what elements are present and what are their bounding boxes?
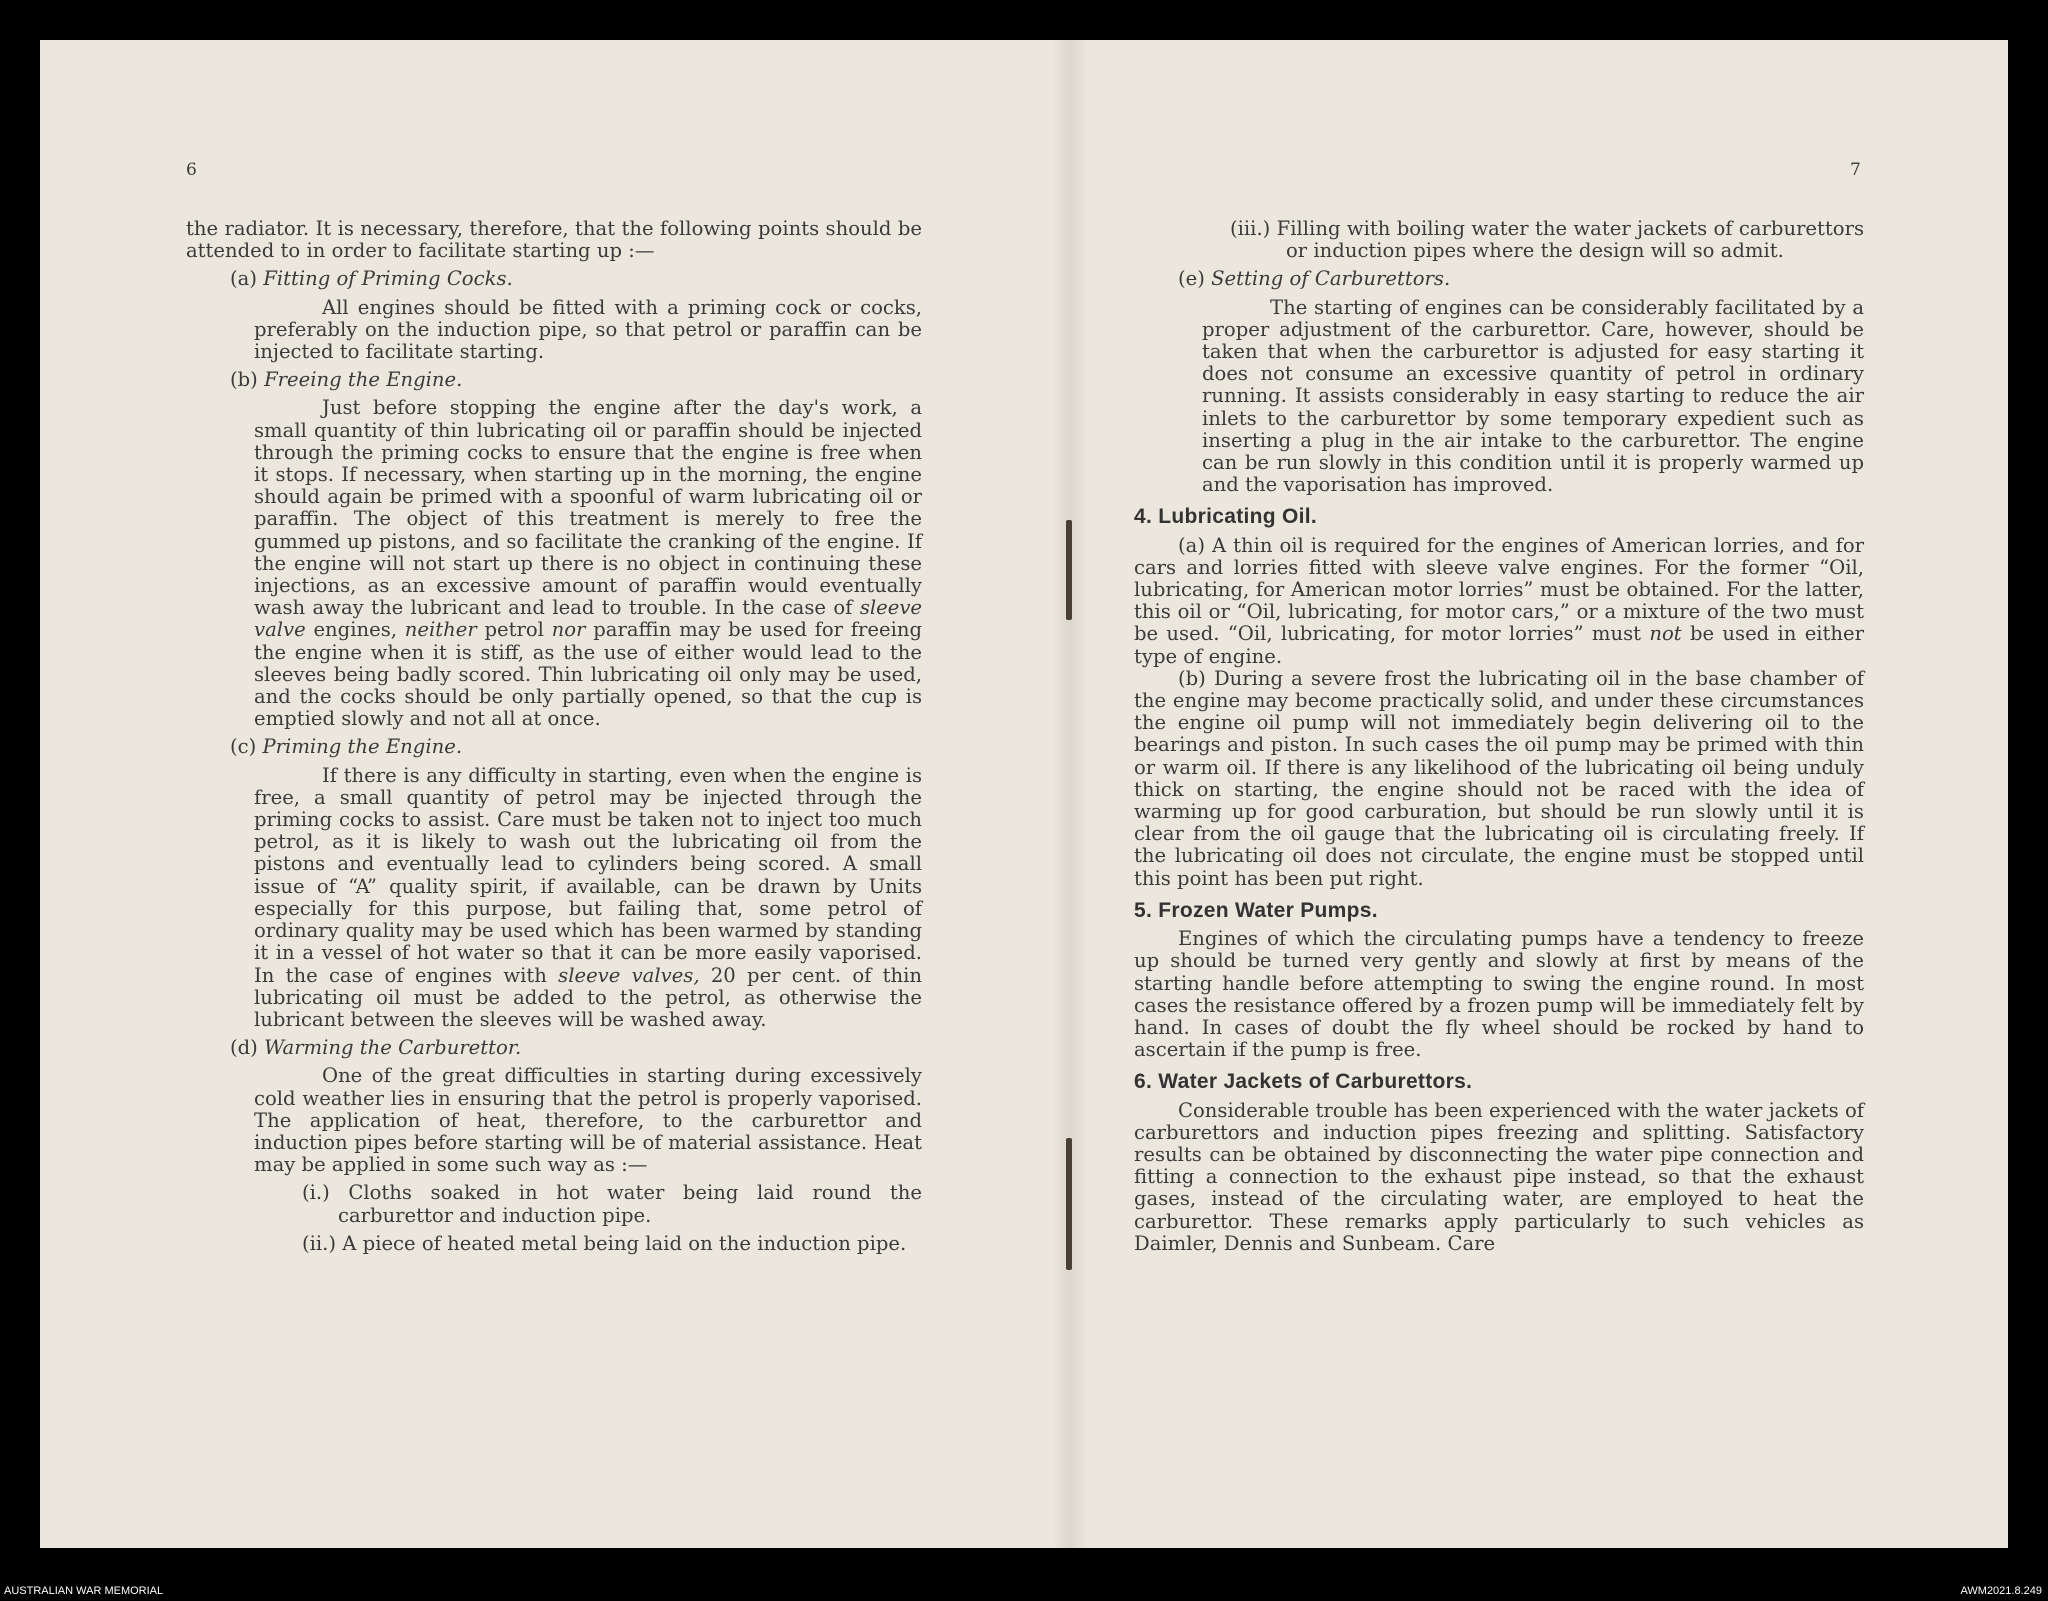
section-b-text-2: engines, <box>313 618 397 642</box>
left-page <box>186 218 922 1255</box>
section-5-body: Engines of which the circulating pumps have a tendency to freeze up should be turned very gently and slowly at first by means of the starting handle before attempting to swing the engine round. In most cases the resistance offered by a frozen pump will be immediately felt by hand. In cases of doubt the fly wheel should be rocked by hand to ascertain if the pump is free. <box>1134 927 1864 1062</box>
spine-fold <box>1052 40 1088 1548</box>
section-c-label: (c) <box>230 735 257 759</box>
section-c-body <box>186 765 922 1031</box>
staple-top <box>1066 520 1072 620</box>
section-4a-text-2: be used in either type of engine. <box>1134 622 1865 668</box>
section-b-emphasis-3: nor <box>551 618 586 642</box>
section-4a-text-1: A thin oil is required for the engines of American lorries, and for cars and lorries fitted with sleeve valve engines. For the former “Oil, lubricating, for American motor lorries” must be obtained. For the latter, this oil or “Oil, lubricating, for motor cars,” or a mixture of the two must be used. “Oil, lubricating, for motor lorries” must <box>1134 533 1865 646</box>
footer-accession-number: AWM2021.8.249 <box>1960 1585 2042 1597</box>
section-4b-body <box>1134 668 1864 890</box>
section-b-emphasis-1: sleeve valve <box>254 596 922 642</box>
section-b-emphasis-2: neither <box>404 618 477 642</box>
section-a-title: Fitting of Priming Cocks. <box>263 267 513 291</box>
page-number-left: 6 <box>186 160 197 180</box>
section-a-body: All engines should be fitted with a priming cock or cocks, preferably on the induction pipe, so that petrol or paraffin can be injected to facilitate starting. <box>254 295 922 364</box>
section-5-heading: 5. Frozen Water Pumps. <box>1134 898 1378 922</box>
page-number-right: 7 <box>1850 160 1861 180</box>
section-b-heading <box>186 369 922 391</box>
section-c-text-1: If there is any difficulty in starting, even when the engine is free, a small quantity of petrol may be injected through the priming cocks to assist. Care must be taken not to inject too much petrol, as it is likely to wash out the lubricating oil from the pistons and eventually lead to cylinders being scored. A small issue of “A” quality spirit, if available, can be drawn by Units especially for this purpose, but failing that, some petrol of ordinary quality may be used which has been warmed by standing it in a vessel of hot water so that it can be more easily vaporised. In the case of engines with <box>254 763 922 987</box>
section-4b-text: During a severe frost the lubricating oil in the base chamber of the engine may become practically solid, and under these circumstances the engine oil pump will not immediately begin delivering oil to the bearings and piston. In such cases the oil pump may be primed with thin or warm oil. If there is any likelihood of the lubricating oil being unduly thick on starting, the engine should not be raced with the idea of warming up for good carburation, but should be run slowly until it is clear from the oil gauge that the lubricating oil is circulating freely. If the lubricating oil does not circulate, the engine must be stopped until this point has been put right. <box>1134 666 1864 890</box>
section-e-title: Setting of Carburettors. <box>1211 267 1451 291</box>
section-d-label: (d) <box>230 1036 258 1060</box>
section-c-text-2: 20 per cent. of thin lubricating oil must be added to the petrol, as otherwise the lubricant between the sleeves will be washed away. <box>254 963 923 1031</box>
section-6-body: Considerable trouble has been experienced with the water jackets of carburettors and induction pipes freezing and splitting. Satisfactory results can be obtained by disconnecting the water pipe connection and fitting a connection to the exhaust pipe instead, so that the exhaust gases, instead of the circulating water, are employed to heat the carburettor. These remarks apply particularly to such vehicles as Daimler, Dennis and Sunbeam. Care <box>1134 1098 1864 1255</box>
footer-institution: AUSTRALIAN WAR MEMORIAL <box>4 1585 164 1597</box>
section-b-label: (b) <box>230 368 258 392</box>
section-4a-body <box>1134 535 1864 668</box>
list-item-i: (i.) Cloths soaked in hot water being laid round the carburettor and induction pipe. <box>302 1181 922 1227</box>
section-b-text-3: petrol <box>484 618 544 642</box>
staple-bottom <box>1066 1138 1072 1270</box>
section-e-label: (e) <box>1178 267 1205 291</box>
section-c-title: Priming the Engine. <box>262 735 463 759</box>
section-c-heading <box>186 736 922 758</box>
right-page <box>1134 218 1864 1255</box>
section-d-body: One of the great difficulties in starting during excessively cold weather lies in ensuring that the petrol is properly vaporised. The application of heat, therefore, to the carburettor and induction pipes before starting will be of material assistance. Heat may be applied in some such way as :— <box>254 1064 922 1177</box>
intro-paragraph: the radiator. It is necessary, therefore, that the following points should be attended to in order to facilitate starting up :— <box>186 217 922 263</box>
section-e-body: The starting of engines can be considerably facilitated by a proper adjustment of the carburettor. Care, however, should be taken that when the carburettor is adjusted for easy starting it does not consume an excessive quantity of petrol in ordinary running. It assists considerably in easy starting to reduce the air inlets to the carburettor by some temporary expedient such as inserting a plug in the air intake to the carburettor. The engine can be run slowly in this condition until it is properly warmed up and the vaporisation has improved. <box>1202 295 1864 497</box>
section-4-heading: 4. Lubricating Oil. <box>1134 505 1318 529</box>
section-b-body <box>186 397 922 730</box>
section-a-heading <box>186 268 922 290</box>
section-a-label: (a) <box>230 267 257 291</box>
section-b-text-4: paraffin may be used for freeing the engine when it is stiff, as the use of either would lead to the sleeves being badly scored. Thin lubricating oil only may be used, and the cocks should be only partially opened, so that the cup is emptied slowly and not all at once. <box>254 618 923 731</box>
section-4a-emphasis: not <box>1649 622 1682 646</box>
section-b-text-1: Just before stopping the engine after the day's work, a small quantity of thin lubricating oil or paraffin should be injected through the priming cocks to ensure that the engine is free when it stops. If necessary, when starting up in the morning, the engine should again be primed with a spoonful of warm lubricating oil or paraffin. The object of this treatment is merely to free the gummed up pistons, and so facilitate the cranking of the engine. If the engine will not start up there is no object in continuing these injections, as an excessive amount of paraffin would eventually wash away the lubricant and lead to trouble. In the case of <box>254 396 922 620</box>
section-e-heading <box>1134 268 1864 290</box>
section-d-title: Warming the Carburettor. <box>264 1036 522 1060</box>
section-4a-label: (a) <box>1178 533 1205 557</box>
list-item-iii: (iii.) Filling with boiling water the water jackets of carburettors or induction pipes where the design will so admit. <box>1230 217 1864 263</box>
section-6-heading: 6. Water Jackets of Carburettors. <box>1134 1070 1473 1094</box>
section-b-title: Freeing the Engine. <box>264 368 463 392</box>
section-4b-label: (b) <box>1178 666 1206 690</box>
section-d-heading <box>186 1037 922 1059</box>
section-c-emphasis: sleeve valves, <box>558 963 700 987</box>
list-item-ii: (ii.) A piece of heated metal being laid on the induction pipe. <box>302 1231 907 1255</box>
